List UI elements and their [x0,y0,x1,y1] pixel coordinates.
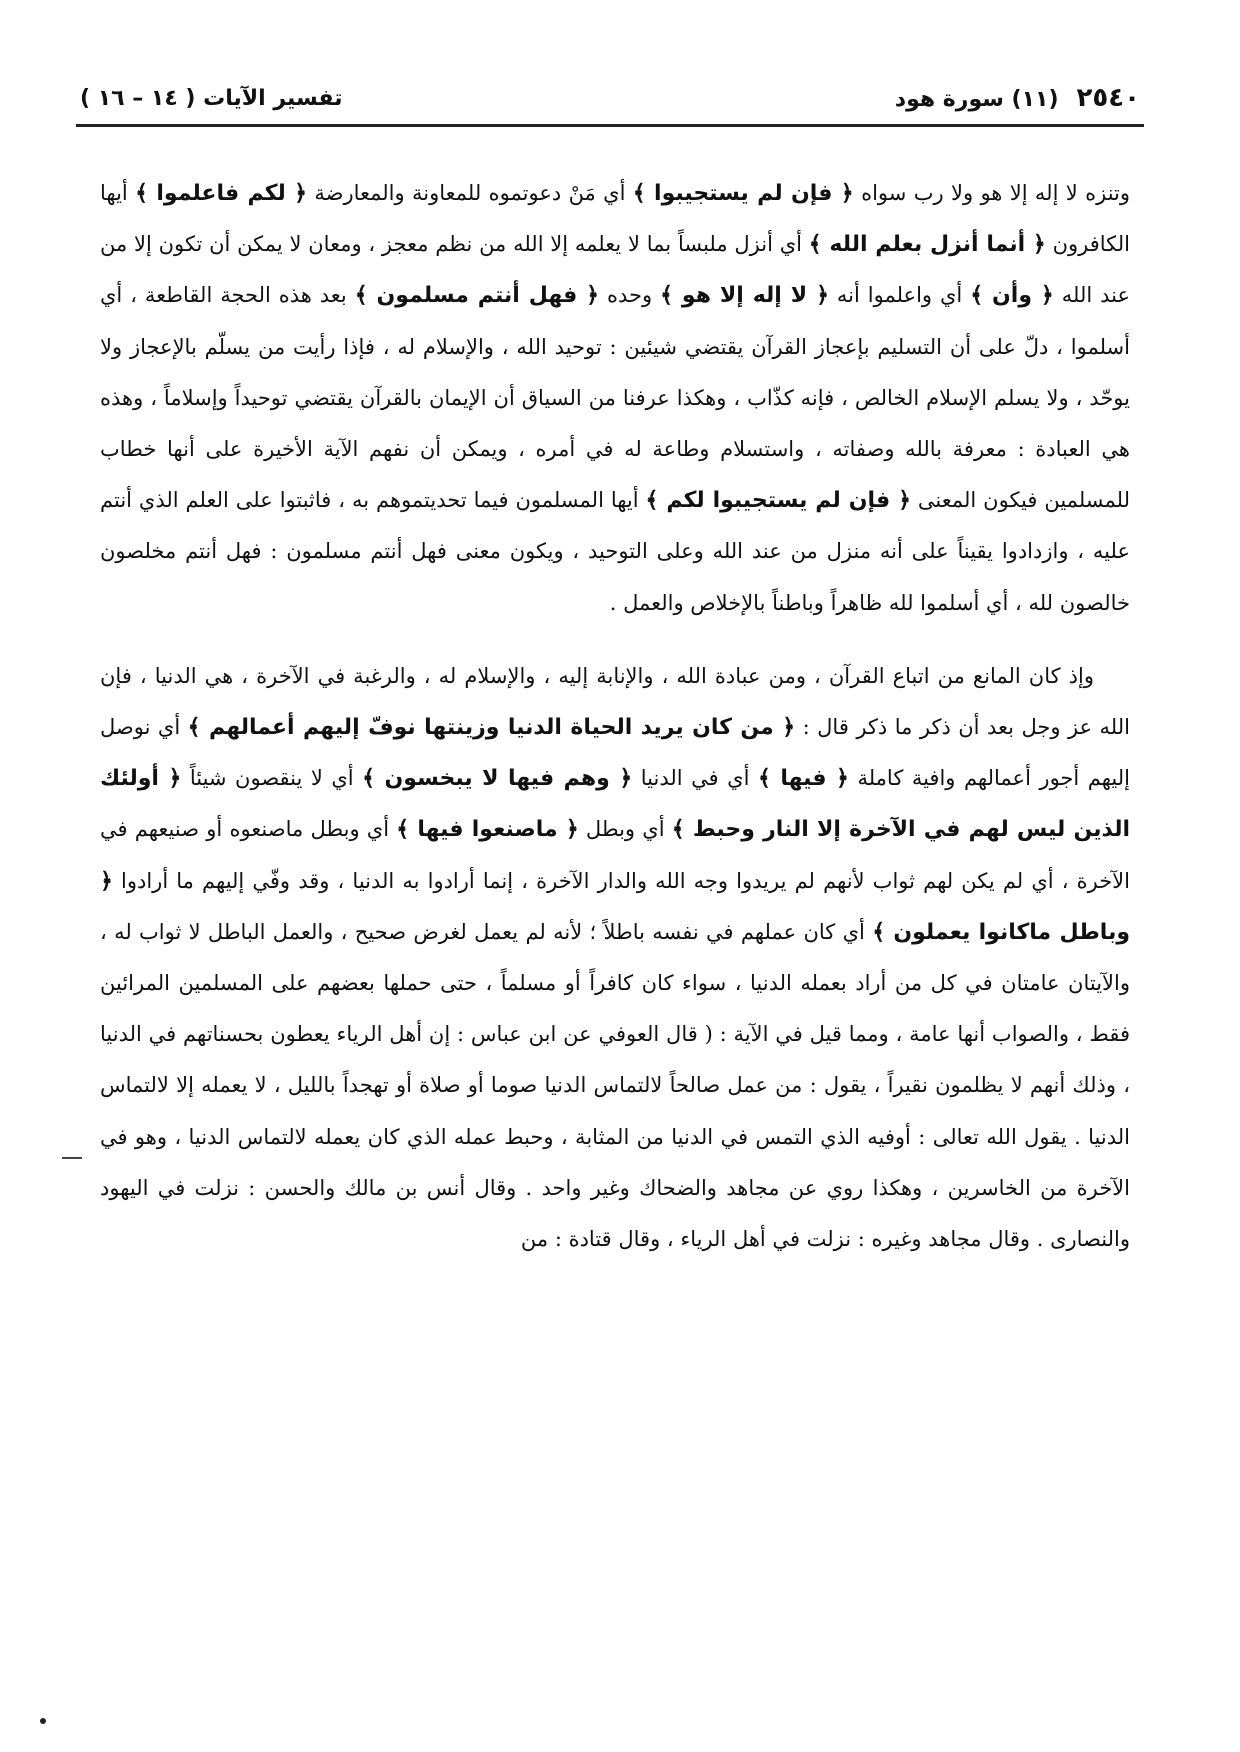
quran-verse: ﴿ فهل أنتم مسلمون ﴾ [354,283,600,309]
scan-mark [62,1157,82,1159]
body-text [100,168,1130,1265]
commentary-text: أي أنزل ملبساً بما لا يعلمه إلا الله من نظم معجز ، ومعان لا يمكن أن تكون إلا من عند الله [100,232,1131,308]
commentary-text: أي واعلموا أنه [828,283,971,308]
scan-dot [40,1718,46,1724]
commentary-text: أيها المسلمون فيما تحديتموهم به ، فاثبتوا على العلم الذي أنتم عليه ، وازدادوا يقيناً على أنه منزل من عند الله وعلى التوحيد ، ويكون معنى فهل أنتم مسلمون : فهل أنتم مخلصون خالصون لله ، أي أسلموا لله ظاهراً وباطناً بالإخلاص والعمل . [100,488,1130,615]
quran-verse: ﴿ فإن لم يستجيبوا ﴾ [632,181,854,206]
commentary-text: وتنزه لا إله إلا هو ولا رب سواه [853,181,1131,205]
commentary-text: أي مَنْ دعوتموه للمعاونة والمعارضة [307,181,633,205]
page-header [80,78,1140,118]
quran-verse: ﴿ أنما أنزل بعلم الله ﴾ [808,232,1046,258]
commentary-text: أي وبطل [578,817,672,842]
quran-verse: ﴿ فإن لم يستجيبوا لكم ﴾ [645,488,911,514]
commentary-text: وإذ كان المانع من اتباع القرآن ، ومن عبادة الله ، والإنابة إليه ، والإسلام له ، والرغبة في الآخرة ، هي الدنيا ، فإن الله عز وجل بعد أن ذكر ما ذكر قال : [100,663,1130,740]
commentary-text: أيها الكافرون [100,181,1131,257]
commentary-text: أي نوصل إليهم أجور أعمالهم وافية كاملة [100,715,1130,791]
quran-verse: ﴿ من كان يريد الحياة الدنيا وزينتها نوفّ إليهم أعمالهم ﴾ [187,715,796,741]
quran-verse: ﴿ لا إله إلا هو ﴾ [660,283,829,309]
quran-verse: ﴿ وباطل ماكانوا يعملون ﴾ [100,868,1131,945]
quran-verse: ﴿ أولئك الذين ليس لهم في الآخرة إلا النار وحبط ﴾ [100,766,1131,843]
quran-verse: ﴿ وأن ﴾ [970,283,1054,309]
paragraph-1 [100,168,1130,629]
page-number: ٢٥٤٠ [1076,83,1140,113]
paragraph-2 [100,651,1130,1265]
quran-verse: ﴿ لكم فاعلموا ﴾ [135,181,308,206]
commentary-text: أي كان عملهم في نفسه باطلاً ؛ لأنه لم يعمل لغرض صحيح ، والعمل الباطل لا ثواب له ، والآيتان عامتان في كل من أراد بعمله الدنيا ، سواء كان كافراً أو مسلماً ، حتى حملها بعضهم على المسلمين المرائين فقط ، والصواب أنها عامة ، ومما قيل في الآية : ( قال العوفي عن ابن عباس : إن أهل الرياء يعطون بحسناتهم في الدنيا ، وذلك أنهم لا يظلمون نقيراً ، يقول : من عمل صالحاً لالتماس الدنيا صوما أو صلاة أو تهجداً بالليل ، لا يعمله إلا لالتماس الدنيا . يقول الله تعالى : أوفيه الذي التمس في الدنيا من المثابة ، وحبط عمله الذي كان يعمله لالتماس الدنيا ، وهو في الآخرة من الخاسرين ، وهكذا روي عن مجاهد والضحاك وغير واحد . وقال أنس بن مالك والحسن : نزلت في اليهود والنصارى . وقال مجاهد وغيره : نزلت في أهل الرياء ، وقال قتادة : من [100,919,1130,1252]
commentary-text: وحده [599,283,661,308]
commentary-text: أي وبطل ماصنعوه أو صنيعهم في الآخرة ، أي لم يكن لهم ثواب لأنهم لم يريدوا وجه الله والدار الآخرة ، إنما أرادوا به الدنيا ، وقد وفّي إليهم ما أرادوا [100,817,1130,893]
header-rule [76,124,1144,127]
header-right [895,83,1140,113]
quran-verse: ﴿ ماصنعوا فيها ﴾ [396,817,579,843]
commentary-text: أي لا ينقصون شيئاً [181,766,363,791]
quran-verse: ﴿ وهم فيها لا يبخسون ﴾ [362,766,633,792]
surah-title: (١١) سورة هود [894,87,1059,112]
commentary-text: أي في الدنيا [632,766,758,791]
commentary-text: بعد هذه الحجة القاطعة ، أي أسلموا ، دلّ على أن التسليم بإعجاز القرآن يقتضي شيئين : توحيد الله ، والإسلام له ، فإذا رأيت من يسلّم بالإعجاز ولا يوحّد ، ولا يسلم الإسلام الخالص ، فإنه كذّاب ، وهكذا عرفنا من السياق أن الإيمان بالقرآن يقتضي توحيداً وإسلاماً ، وهذه هي العبادة : معرفة بالله وصفاته ، واستسلام وطاعة له في أمره ، ويمكن أن نفهم الآية الأخيرة على أنها خطاب للمسلمين فيكون المعنى [100,283,1130,513]
quran-verse: ﴿ فيها ﴾ [757,766,849,792]
section-title: تفسير الآيات ( ١٤ – ١٦ ) [80,85,343,111]
